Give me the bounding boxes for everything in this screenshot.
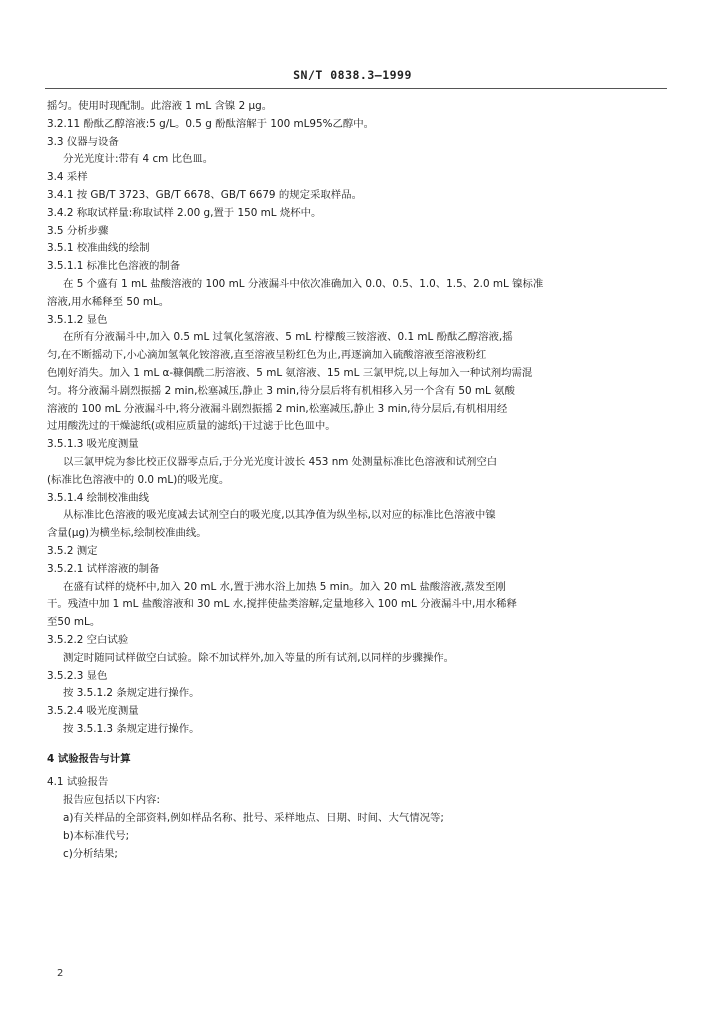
document-body [47,98,669,863]
text-line: 按 3.5.1.3 条规定进行操作。 [63,722,200,735]
section-heading: 3.5.1 校准曲线的绘制 [47,242,150,255]
text-line: 3.4.2 称取试样量:称取试样 2.00 g,置于 150 mL 烧杯中。 [47,206,322,219]
text-line: (标准比色溶液中的 0.0 mL)的吸光度。 [47,473,230,486]
text-line: 过用酸洗过的干燥滤纸(或相应质量的滤纸)干过滤于比色皿中。 [47,420,336,433]
text-line: 分光光度计:带有 4 cm 比色皿。 [63,153,214,166]
text-line: 报告应包括以下内容: [63,794,161,807]
section-heading: 3.5.1.1 标准比色溶液的制备 [47,260,181,273]
section-heading: 3.5.1.2 显色 [47,313,108,326]
page-number: 2 [57,968,64,979]
section-heading: 3.5 分析步骤 [47,224,109,237]
section-heading: 3.3 仪器与设备 [47,135,119,148]
text-line: 测定时随同试样做空白试验。除不加试样外,加入等量的所有试剂,以同样的步骤操作。 [63,651,455,664]
text-line: 在盛有试样的烧杯中,加入 20 mL 水,置于沸水浴上加热 5 min。加入 20 mL 盐酸溶液,蒸发至刚 [63,580,506,593]
text-line: 溶液,用水稀释至 50 mL。 [47,295,170,308]
section-heading: 3.5.2.3 显色 [47,669,108,682]
text-line: 在所有分液漏斗中,加入 0.5 mL 过氧化氢溶液、5 mL 柠檬酸三铵溶液、0.1 mL 酚酞乙醇溶液,摇 [63,331,513,344]
text-line: 3.4.1 按 GB/T 3723、GB/T 6678、GB/T 6679 的规定采取样品。 [47,188,362,201]
text-line: 从标准比色溶液的吸光度减去试剂空白的吸光度,以其净值为纵坐标,以对应的标准比色溶液中镍 [63,509,496,522]
text-line: 以三氯甲烷为参比校正仪器零点后,于分光光度计波长 453 nm 处测量标准比色溶液和试剂空白 [63,455,498,468]
text-line: 干。残渣中加 1 mL 盐酸溶液和 30 mL 水,搅拌使盐类溶解,定量地移入 100 mL 分液漏斗中,用水稀释 [47,598,517,611]
text-line: 匀,在不断摇动下,小心滴加氢氧化铵溶液,直至溶液呈粉红色为止,再逐滴加入硫酸溶液至溶液粉红 [47,349,487,362]
section-heading: 3.5.2 测定 [47,544,98,557]
section-heading: 3.5.2.2 空白试验 [47,633,129,646]
text-line: 按 3.5.1.2 条规定进行操作。 [63,687,200,700]
text-line: 摇匀。使用时现配制。此溶液 1 mL 含镍 2 μg。 [47,100,273,112]
section-heading: 3.5.1.4 绘制校准曲线 [47,491,149,504]
text-line: 至50 mL。 [47,616,101,629]
text-line: 在 5 个盛有 1 mL 盐酸溶液的 100 mL 分液漏斗中依次准确加入 0.0、0.5、1.0、1.5、2.0 mL 镍标准 [63,277,544,290]
chapter-heading: 4 试验报告与计算 [47,752,131,765]
list-item: c)分析结果; [63,847,118,860]
list-item: b)本标准代号; [63,829,130,842]
text-line: 色刚好消失。加入 1 mL α-糠偶酰二肟溶液、5 mL 氨溶液、15 mL 三氯甲烷,以上每加入一种试剂均需混 [47,366,533,379]
section-heading: 3.5.2.4 吸光度测量 [47,705,139,718]
text-line: 含量(μg)为横坐标,绘制校准曲线。 [47,527,207,540]
text-line: 溶液的 100 mL 分液漏斗中,将分液漏斗剧烈振摇 2 min,松塞减压,静止 3 min,待分层后,有机相用经 [47,402,508,415]
section-heading: 3.5.2.1 试样溶液的制备 [47,562,160,575]
text-line: 匀。将分液漏斗剧烈振摇 2 min,松塞减压,静止 3 min,待分层后将有机相移入另一个含有 50 mL 氨酸 [47,384,515,397]
section-heading: 3.5.1.3 吸光度测量 [47,438,139,451]
standard-code-header: SN/T 0838.3—1999 [293,68,412,82]
header-rule [45,88,667,89]
section-heading: 3.4 采样 [47,171,88,184]
list-item: a)有关样品的全部资料,例如样品名称、批号、采样地点、日期、时间、大气情况等; [63,812,444,825]
section-heading: 4.1 试验报告 [47,776,109,789]
spacer [47,739,669,751]
text-line: 3.2.11 酚酞乙醇溶液:5 g/L。0.5 g 酚酞溶解于 100 mL95%乙醇中。 [47,117,375,130]
